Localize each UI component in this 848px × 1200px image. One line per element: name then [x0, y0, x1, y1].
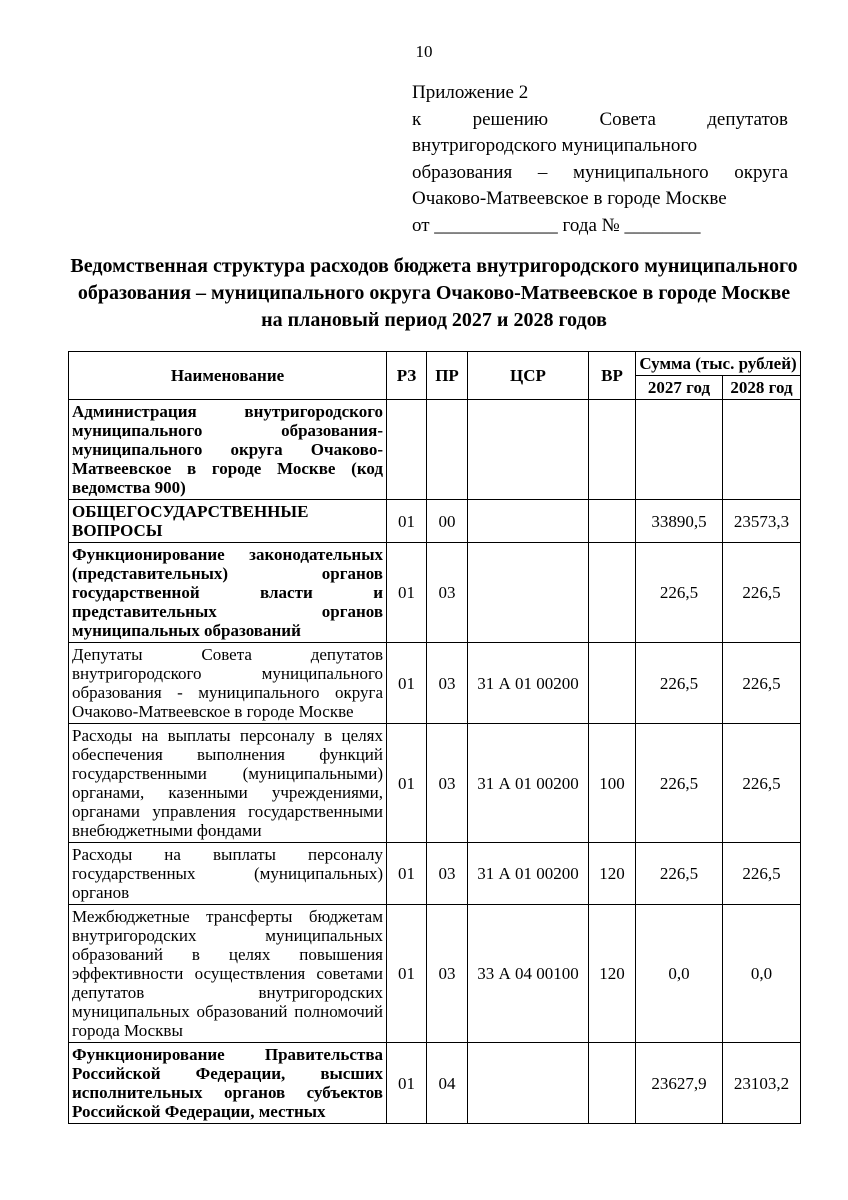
cell-name: Функционирование законодательных (представительных) органов государственной власти и представительных органов муниципальных образований — [69, 543, 387, 643]
cell-csr — [468, 1043, 589, 1124]
cell-csr: 31 А 01 00200 — [468, 843, 589, 905]
cell-pr: 03 — [427, 724, 468, 843]
cell-rz: 01 — [387, 843, 427, 905]
table-row — [69, 1043, 801, 1124]
cell-y2027: 226,5 — [636, 643, 723, 724]
table-row — [69, 643, 801, 724]
appendix-line: от _____________ года № ________ — [412, 214, 701, 236]
cell-vr: 100 — [589, 724, 636, 843]
cell-y2028 — [723, 400, 801, 500]
cell-csr: 33 А 04 00100 — [468, 905, 589, 1043]
col-header-csr: ЦСР — [468, 352, 589, 400]
cell-y2028: 226,5 — [723, 724, 801, 843]
cell-vr — [589, 1043, 636, 1124]
cell-y2028: 226,5 — [723, 543, 801, 643]
page-number: 10 — [415, 42, 433, 61]
cell-y2028: 226,5 — [723, 643, 801, 724]
cell-pr: 04 — [427, 1043, 468, 1124]
appendix-line: Очаково-Матвеевское в городе Москве — [412, 188, 727, 209]
cell-pr: 03 — [427, 905, 468, 1043]
table-header — [69, 352, 801, 400]
cell-rz: 01 — [387, 543, 427, 643]
col-header-vr: ВР — [589, 352, 636, 400]
cell-name: Функционирование Правительства Российской Федерации, высших исполнительных органов субъектов Российской Федерации, местных — [69, 1043, 387, 1124]
cell-y2027: 0,0 — [636, 905, 723, 1043]
appendix-line: к решению Совета депутатов — [412, 108, 788, 130]
cell-y2028: 23573,3 — [723, 500, 801, 543]
budget-table — [68, 351, 801, 1124]
appendix-line: Приложение 2 — [412, 82, 529, 103]
cell-vr: 120 — [589, 843, 636, 905]
cell-y2028: 226,5 — [723, 843, 801, 905]
cell-csr: 31 А 01 00200 — [468, 643, 589, 724]
table-row — [69, 724, 801, 843]
cell-name: ОБЩЕГОСУДАРСТВЕННЫЕ ВОПРОСЫ — [69, 500, 387, 543]
cell-name: Депутаты Совета депутатов внутригородского муниципального образования - муниципального округа Очаково-Матвеевское в городе Москве — [69, 643, 387, 724]
cell-pr: 00 — [427, 500, 468, 543]
cell-csr: 31 А 01 00200 — [468, 724, 589, 843]
cell-csr — [468, 500, 589, 543]
cell-y2027: 226,5 — [636, 724, 723, 843]
col-header-2027: 2027 год — [636, 376, 723, 400]
cell-pr: 03 — [427, 543, 468, 643]
cell-vr — [589, 643, 636, 724]
cell-rz: 01 — [387, 724, 427, 843]
cell-y2027: 23627,9 — [636, 1043, 723, 1124]
cell-name: Расходы на выплаты персоналу в целях обеспечения выполнения функций государственными (муниципальными) органами, казенными учреждениями, органами управления государственными внебюджетными фондами — [69, 724, 387, 843]
cell-y2028: 0,0 — [723, 905, 801, 1043]
col-header-pr: ПР — [427, 352, 468, 400]
table-row — [69, 543, 801, 643]
cell-vr — [589, 500, 636, 543]
cell-name: Расходы на выплаты персоналу государственных (муниципальных) органов — [69, 843, 387, 905]
appendix-block — [412, 80, 788, 239]
table-row — [69, 500, 801, 543]
cell-rz: 01 — [387, 1043, 427, 1124]
appendix-line: образования – муниципального округа — [412, 161, 788, 183]
table-row — [69, 400, 801, 500]
cell-y2028: 23103,2 — [723, 1043, 801, 1124]
cell-name: Администрация внутригородского муниципального образования- муниципального округа Очаково-Матвеевское в городе Москве (код ведомства 900) — [69, 400, 387, 500]
cell-pr: 03 — [427, 643, 468, 724]
cell-y2027 — [636, 400, 723, 500]
document-title: Ведомственная структура расходов бюджета внутригородского муниципального образования – муниципального округа Очаково-Матвеевское в городе Москве на плановый период 2027 и 2028 годов — [70, 255, 798, 331]
col-header-rz: РЗ — [387, 352, 427, 400]
table-body — [69, 400, 801, 1124]
table-row — [69, 905, 801, 1043]
cell-name: Межбюджетные трансферты бюджетам внутригородских муниципальных образований в целях повышения эффективности осуществления советами депутатов внутригородских муниципальных образований полномочий города Москвы — [69, 905, 387, 1043]
cell-rz — [387, 400, 427, 500]
col-header-name: Наименование — [69, 352, 387, 400]
cell-csr — [468, 400, 589, 500]
cell-vr — [589, 543, 636, 643]
cell-pr: 03 — [427, 843, 468, 905]
cell-y2027: 226,5 — [636, 543, 723, 643]
cell-rz: 01 — [387, 643, 427, 724]
cell-y2027: 226,5 — [636, 843, 723, 905]
cell-vr: 120 — [589, 905, 636, 1043]
cell-rz: 01 — [387, 500, 427, 543]
cell-csr — [468, 543, 589, 643]
cell-rz: 01 — [387, 905, 427, 1043]
table-row — [69, 843, 801, 905]
cell-y2027: 33890,5 — [636, 500, 723, 543]
appendix-line: внутригородского муниципального — [412, 135, 698, 156]
col-header-sum: Сумма (тыс. рублей) — [636, 352, 801, 376]
col-header-2028: 2028 год — [723, 376, 801, 400]
cell-pr — [427, 400, 468, 500]
cell-vr — [589, 400, 636, 500]
